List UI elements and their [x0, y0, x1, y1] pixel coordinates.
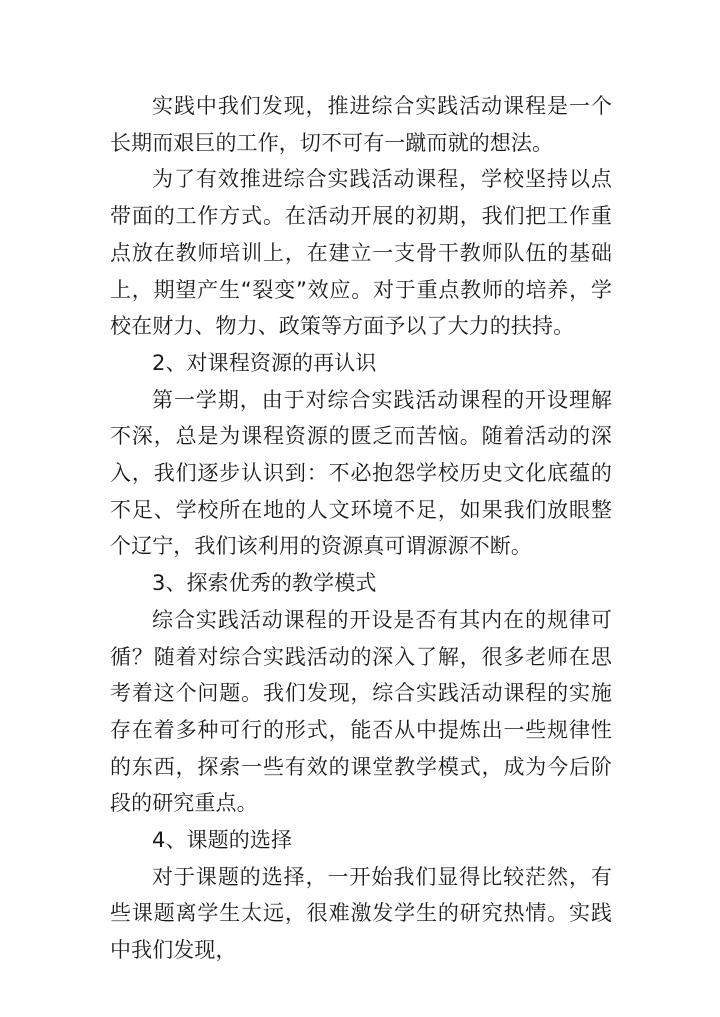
section-heading-teaching-model: 3、探索优秀的教学模式 [152, 571, 377, 596]
paragraph-topic-selection: 对于课题的选择，一开始我们显得比较茫然，有些课题离学生太远，很难激发学生的研究热情。实践中我们发现， [110, 864, 612, 963]
document-body [110, 88, 612, 969]
paragraph-practice-finding: 实践中我们发现，推进综合实践活动课程是一个长期而艰巨的工作，切不可有一蹴而就的想法。 [110, 94, 612, 155]
section-heading-topic-selection: 4、课题的选择 [152, 828, 293, 853]
paragraph-teaching-model: 综合实践活动课程的开设是否有其内在的规律可循？随着对综合实践活动的深入了解，很多老师在思考着这个问题。我们发现，综合实践活动课程的实施存在着多种可行的形式，能否从中提炼出一些规律性的东西，探索一些有效的课堂教学模式，成为今后阶段的研究重点。 [110, 607, 612, 816]
paragraph-resources: 第一学期，由于对综合实践活动课程的开设理解不深，总是为课程资源的匮乏而苦恼。随着活动的深入，我们逐步认识到：不必抱怨学校历史文化底蕴的不足、学校所在地的人文环境不足，如果我们放眼整个辽宁，我们该利用的资源真可谓源源不断。 [110, 387, 612, 559]
paragraph-work-method: 为了有效推进综合实践活动课程，学校坚持以点带面的工作方式。在活动开展的初期，我们把工作重点放在教师培训上，在建立一支骨干教师队伍的基础上，期望产生“裂变”效应。对于重点教师的培养，学校在财力、物力、政策等方面予以了大力的扶持。 [110, 167, 612, 339]
section-heading-resources: 2、对课程资源的再认识 [152, 350, 377, 375]
